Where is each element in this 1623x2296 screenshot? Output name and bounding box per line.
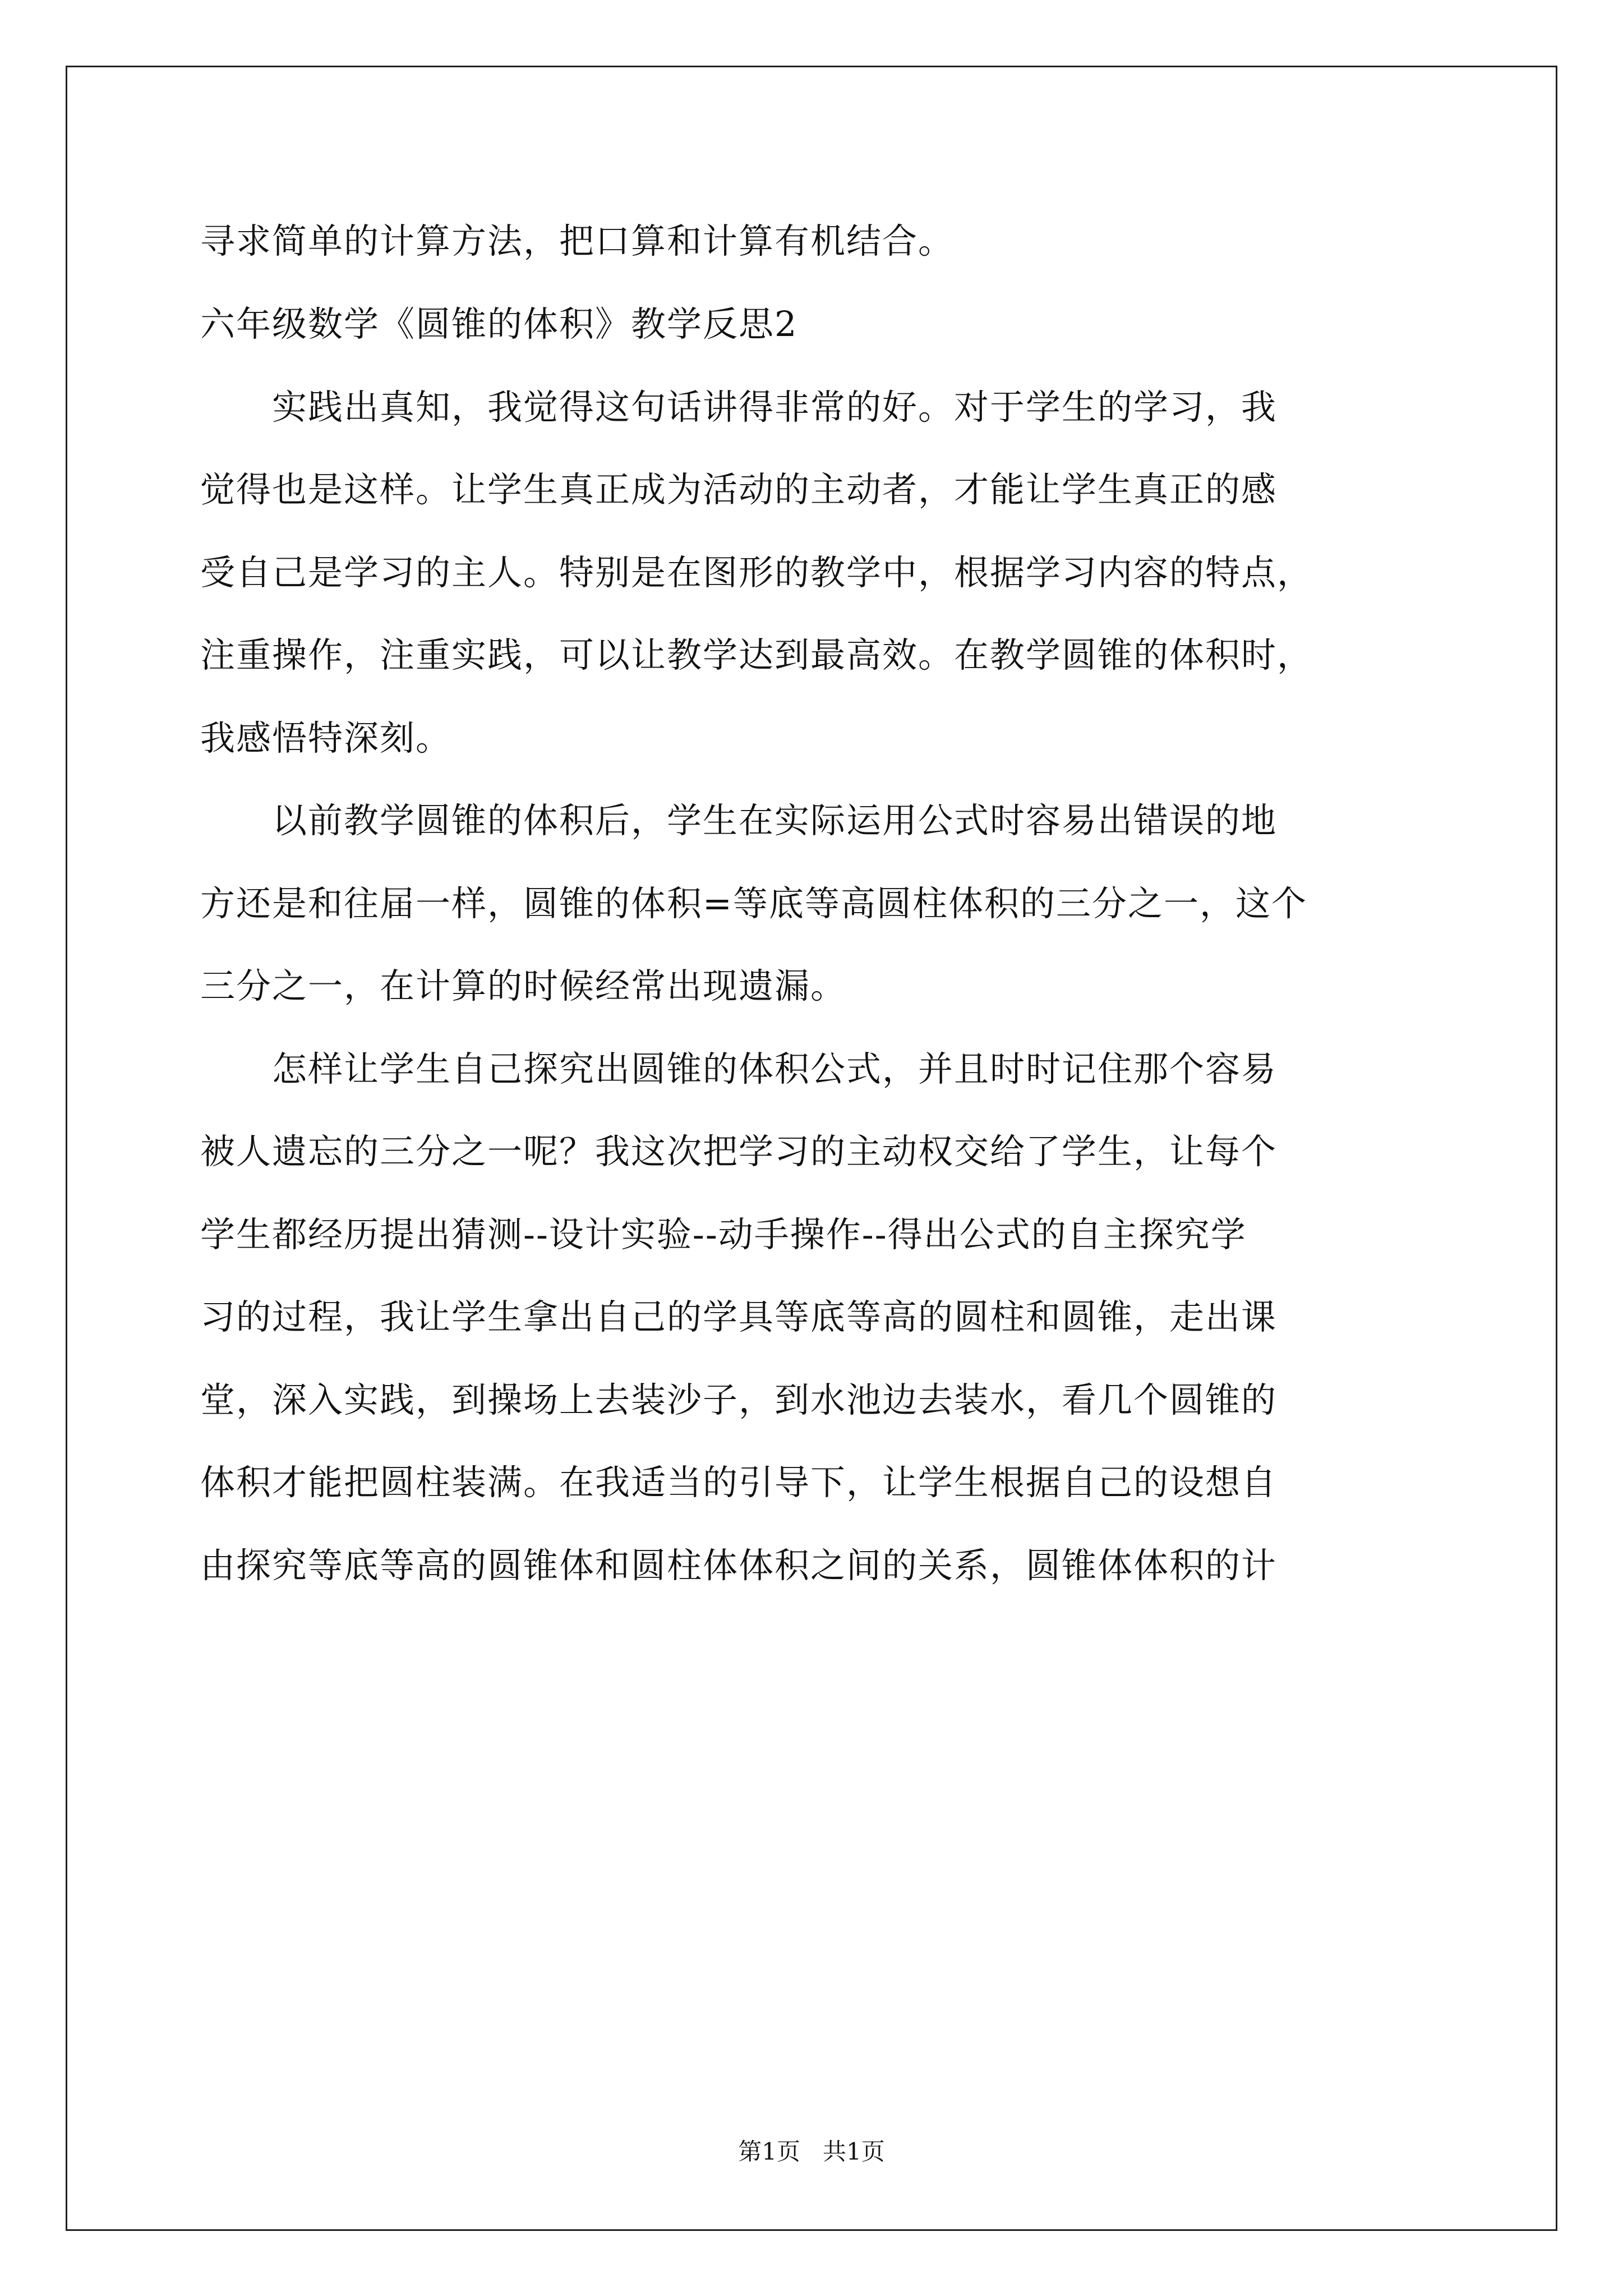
text-line: 体积才能把圆柱装满。在我适当的引导下，让学生根据自己的设想自: [200, 1462, 1278, 1503]
text-line: 注重操作，注重实践，可以让教学达到最高效。在教学圆锥的体积时，: [200, 634, 1313, 675]
page-number: 第1页: [738, 2138, 800, 2165]
page-total: 共1页: [823, 2138, 885, 2165]
text-line: 寻求简单的计算方法，把口算和计算有机结合。: [200, 220, 955, 261]
text-line: 学生都经历提出猜测--设计实验--动手操作--得出公式的自主探究学: [200, 1214, 1247, 1255]
section-heading: 六年级数学《圆锥的体积》教学反思2: [200, 303, 798, 344]
text-line: 受自己是学习的主人。特别是在图形的教学中，根据学习内容的特点，: [200, 552, 1313, 593]
text-line: 我感悟特深刻。: [200, 717, 452, 758]
text-line: 实践出真知，我觉得这句话讲得非常的好。对于学生的学习，我: [200, 386, 1278, 427]
text-line: 堂，深入实践，到操场上去装沙子，到水池边去装水，看几个圆锥的: [200, 1379, 1278, 1420]
text-line: 怎样让学生自己探究出圆锥的体积公式，并且时时记住那个容易: [200, 1048, 1278, 1089]
text-line: 以前教学圆锥的体积后，学生在实际运用公式时容易出错误的地: [200, 800, 1278, 841]
text-line: 三分之一，在计算的时候经常出现遗漏。: [200, 965, 847, 1006]
text-line: 方还是和往届一样，圆锥的体积=等底等高圆柱体积的三分之一，这个: [200, 883, 1307, 924]
page-footer: [0, 2136, 1623, 2168]
text-line: 觉得也是这样。让学生真正成为活动的主动者，才能让学生真正的感: [200, 469, 1278, 510]
text-line: 习的过程，我让学生拿出自己的学具等底等高的圆柱和圆锥，走出课: [200, 1296, 1278, 1337]
text-line: 由探究等底等高的圆锥体和圆柱体体积之间的关系，圆锥体体积的计: [200, 1545, 1278, 1586]
text-line: 被人遗忘的三分之一呢？我这次把学习的主动权交给了学生，让每个: [200, 1131, 1278, 1172]
